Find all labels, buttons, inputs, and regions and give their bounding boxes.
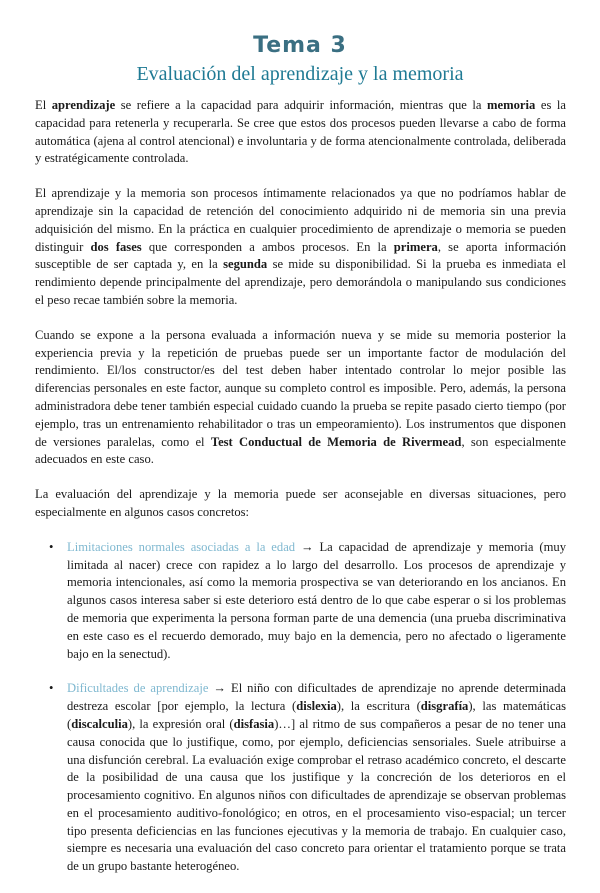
- bold-term: aprendizaje: [51, 98, 116, 112]
- text-segment: El: [35, 98, 52, 112]
- text-segment: se refiere a la capacidad para adquirir información, mientras que la: [115, 98, 488, 112]
- text-segment: , se aporta información susceptible de ser captada y, en la: [35, 239, 566, 272]
- text-segment: , son especialmente adecuados en este caso.: [35, 434, 566, 467]
- paragraphs: [35, 97, 566, 522]
- text-segment: El aprendizaje y la memoria son procesos íntimamente relacionados ya que no podríamos hablar de aprendizaje sin la capacidad de retención del conocimiento adquirido ni de memoria sin una previa adquisición del mismo. En la práctica en cualquier procedimiento de aprendizaje o memoria se pueden distinguir: [35, 186, 566, 254]
- text-segment: )…] al ritmo de sus compañeros a pesar de no tener una causa conocida que lo justifique, como, por ejemplo, deficiencias sensoriales. Suele atribuirse a una disfunción cerebral. La evaluación exige comprobar el retraso académico concreto, el descarte de la posibilidad de una causa que los justifique y la concreción de los deterioros en el procesamiento cognitivo. En algunos niños con dificultades de aprendizaje se observan problemas en el procesamiento auditivo-fonológico; en otros, en el procesamiento viso-espacial; un tercer tipo presenta deficiencias en las funciones ejecutivas y la memoria de trabajo. En cualquier caso, siempre es necesaria una evaluación del caso concreto para orientar el tratamiento porque se trata de un grupo bastante heterogéneo.: [67, 716, 566, 874]
- text-segment: es la capacidad para retenerla y recuperarla. Se cree que estos dos procesos pueden llevarse a cabo de forma automática (ajena al control atencional) e involuntaria y de forma atencionalmente controlada, deliberada y estratégicamente controlada.: [35, 98, 566, 166]
- bullet-heading: Dificultades de aprendizaje: [67, 681, 209, 696]
- text-segment: Cuando se expone a la persona evaluada a información nueva y se mide su memoria posterior la experiencia previa y la repetición de pruebas puede ser un importante factor de modulación del rendimiento. El/los constructor/es del test deben haber intentado controlar lo mejor posible las diferencias personales en este factor, aunque su completo control es imposible. Pero, además, la persona administradora debe tener también especial cuidado cuando la prueba se repite pasado cierto tiempo (por ejemplo, tras un entrenamiento rehabilitador o tras un empeoramiento). Los instrumentos que disponen de versiones paralelas, como el: [35, 327, 566, 449]
- bullet-list: [35, 539, 566, 876]
- bold-term: disgrafía: [420, 699, 469, 714]
- bold-term: disfasia: [233, 716, 275, 731]
- bold-term: primera: [393, 239, 438, 254]
- text-segment: ), las matemáticas (: [67, 699, 566, 731]
- bold-term: discalculia: [71, 716, 128, 731]
- text-segment: La evaluación del aprendizaje y la memoria puede ser aconsejable en diversas situaciones, pero especialmente en algunos casos concretos:: [35, 487, 566, 519]
- list-item: [35, 680, 566, 876]
- paragraph: [35, 97, 566, 168]
- document-body: [35, 97, 566, 893]
- paragraph: [35, 486, 566, 522]
- text-segment: → La capacidad de aprendizaje y memoria (muy limitada al nacer) crece con rapidez a lo largo del desarrollo. Los procesos de aprendizaje y memoria intencionales, así como la memoria prospectiva se van deteriorando en los ancianos. En algunos casos interesa saber si este deterioro está dentro de lo que cabe esperar o si los problemas de memoria que experimenta la persona forman parte de una demencia (una prueba discriminativa en este caso es el recuerdo demorado, muy bajo en la demencia, pero no afectado o ligeramente bajo en la senectud).: [67, 539, 566, 661]
- text-segment: que corresponden a ambos procesos. En la: [141, 239, 394, 254]
- text-segment: → El niño con dificultades de aprendizaje no aprende determinada destreza escolar [por ejemplo, la lectura (: [67, 681, 566, 714]
- text-segment: ), la escritura (: [336, 699, 421, 714]
- bullet-heading: Limitaciones normales asociadas a la edad: [67, 539, 296, 554]
- paragraph: [35, 327, 566, 469]
- text-segment: se mide su disponibilidad. Si la prueba es inmediata el rendimiento depende principalmente del aprendizaje, pero demorándola o manipulando sus condiciones el peso recae también sobre la memoria.: [35, 257, 566, 307]
- paragraph: [35, 185, 566, 310]
- bold-term: memoria: [487, 98, 536, 112]
- bold-term: Test Conductual de Memoria de Rivermead: [210, 434, 462, 449]
- list-item: [35, 539, 566, 664]
- bold-term: dislexia: [296, 699, 337, 714]
- bold-term: dos fases: [90, 239, 142, 254]
- text-segment: ), la expresión oral (: [127, 716, 234, 731]
- page-title: Tema 3: [253, 33, 347, 58]
- page-subtitle: Evaluación del aprendizaje y la memoria: [136, 63, 464, 85]
- bold-term: segunda: [223, 257, 268, 272]
